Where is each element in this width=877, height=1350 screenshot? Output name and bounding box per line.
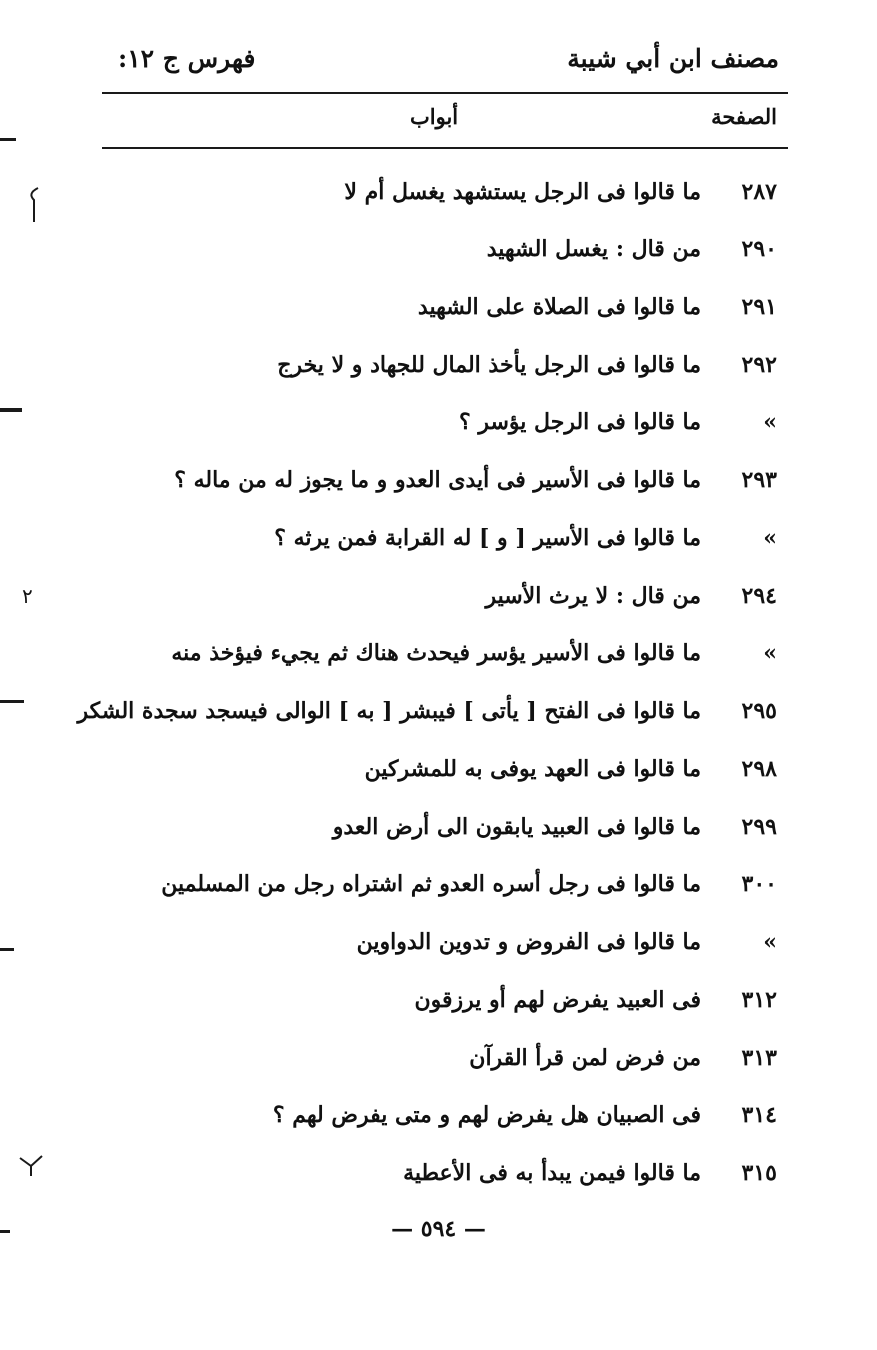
entry-page: ٣١٢: [741, 987, 777, 1013]
scan-mark: [0, 138, 16, 141]
index-entry: [485, 576, 777, 616]
index-entry: [161, 864, 777, 904]
bracket-mark-icon: [26, 186, 40, 226]
entry-page: ٣١٣: [741, 1045, 777, 1071]
index-entry: [487, 229, 777, 269]
index-entry: [174, 460, 777, 500]
entry-page: ٢٩٥: [741, 698, 777, 724]
entry-title: ما قالوا فى الأسير فى أيدى العدو و ما يجوز له من ماله ؟: [174, 467, 701, 493]
column-header-page: الصفحة: [711, 104, 777, 129]
index-entry: [357, 922, 777, 962]
entry-page: ٣٠٠: [741, 871, 777, 897]
entry-title: ما قالوا فى الأسير [ و ] له القرابة فمن يرثه ؟: [274, 525, 701, 551]
index-entry: [459, 402, 777, 442]
index-entry: [469, 1038, 777, 1078]
entry-page: ٢٩٢: [741, 352, 777, 378]
entry-title: ما قالوا فى العهد يوفى به للمشركين: [364, 756, 701, 782]
index-entry: [171, 633, 777, 673]
entry-page: »: [763, 525, 777, 551]
index-label: فهرس ج ١٢:: [118, 44, 256, 73]
entry-title: ما قالوا فى الفتح [ يأتى ] فيبشر [ به ] الوالى فيسجد سجدة الشكر: [77, 698, 701, 724]
index-entry: [414, 980, 777, 1020]
entry-title: ما قالوا فى الأسير يؤسر فيحدث هناك ثم يجيء فيؤخذ منه: [171, 640, 701, 666]
entry-page: ٢٩١: [741, 294, 777, 320]
entry-page: ٢٩٩: [741, 814, 777, 840]
entry-page: »: [763, 409, 777, 435]
entry-page: »: [763, 929, 777, 955]
entry-title: ما قالوا فى الرجل يأخذ المال للجهاد و لا يخرج: [277, 352, 701, 378]
entry-page: ٢٩٠: [741, 236, 777, 262]
index-entry: [365, 749, 777, 789]
entry-page: ٣١٥: [741, 1160, 777, 1186]
entry-title: ما قالوا فى الصلاة على الشهيد: [417, 294, 701, 320]
entry-title: من قال : يغسل الشهيد: [486, 236, 701, 262]
index-entry: [277, 345, 777, 385]
entry-title: ما قالوا فيمن يبدأ به فى الأعطية: [403, 1160, 701, 1186]
column-header-chapters: أبواب: [410, 104, 459, 129]
entry-title: من قال : لا يرث الأسير: [485, 583, 701, 609]
entry-title: ما قالوا فى رجل أسره العدو ثم اشتراه رجل من المسلمين: [161, 871, 701, 897]
header-rule: [102, 92, 788, 94]
entry-title: ما قالوا فى العبيد يابقون الى أرض العدو: [332, 814, 701, 840]
entry-title: فى الصبيان هل يفرض لهم و متى يفرض لهم ؟: [272, 1102, 701, 1128]
page-number: — ٥٩٤ —: [391, 1216, 486, 1242]
entry-page: ٢٨٧: [741, 179, 777, 205]
entry-page: »: [763, 640, 777, 666]
entry-page: ٢٩٨: [741, 756, 777, 782]
scan-mark: [0, 700, 24, 703]
asterisk-mark-icon: [18, 1154, 44, 1176]
entry-title: ما قالوا فى الرجل يؤسر ؟: [459, 409, 701, 435]
entry-title: من فرض لمن قرأ القرآن: [469, 1045, 701, 1071]
entry-title: فى العبيد يفرض لهم أو يرزقون: [414, 987, 701, 1013]
entry-title: ما قالوا فى الفروض و تدوين الدواوين: [356, 929, 701, 955]
entry-title: ما قالوا فى الرجل يستشهد يغسل أم لا: [344, 179, 701, 205]
scan-mark: [0, 948, 14, 951]
margin-digit: ٢: [22, 584, 33, 608]
entry-page: ٣١٤: [741, 1102, 777, 1128]
index-entry: [274, 518, 777, 558]
book-title: مصنف ابن أبي شيبة: [567, 44, 779, 73]
index-entry: [403, 1153, 777, 1193]
entry-page: ٢٩٤: [741, 583, 777, 609]
index-entry: [344, 172, 777, 212]
index-entry: [333, 807, 777, 847]
index-entry: [273, 1095, 777, 1135]
column-header-rule: [102, 147, 788, 149]
index-entry: [78, 691, 777, 731]
index-entry: [418, 287, 777, 327]
scan-mark: [0, 408, 22, 412]
scan-mark: [0, 1230, 10, 1233]
entry-page: ٢٩٣: [741, 467, 777, 493]
